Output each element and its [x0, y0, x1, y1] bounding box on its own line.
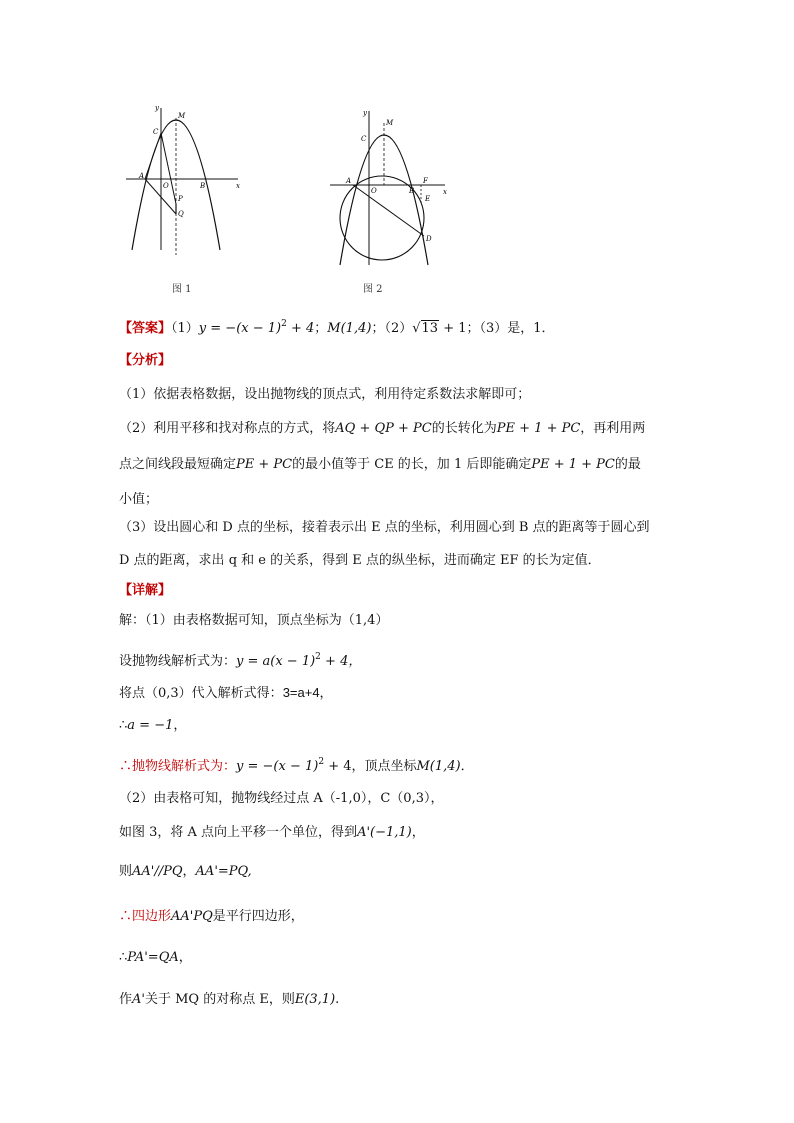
label-m: M [386, 119, 394, 127]
label-p: P [178, 195, 183, 203]
figure-1-graph [120, 100, 250, 260]
label-q: Q [178, 210, 184, 218]
detail-d5b: y = −(x − 1) [236, 759, 319, 774]
sqrt-sign: √ [412, 321, 421, 336]
analysis-l3c: 的最小值等于 CE 的长，加 1 后即能确定 [292, 457, 532, 472]
label-b: B [409, 187, 415, 195]
answer-vertex: M(1,4) [327, 321, 372, 336]
detail-line-3 [119, 683, 333, 704]
detail-d5a: ∴抛物线解析式为： [119, 759, 237, 774]
detail-d11c: 关于 MQ 的对称点 E，则 [144, 992, 295, 1007]
analysis-l3a: 点之间线段最短确定 [119, 457, 237, 472]
detail-line-9 [119, 907, 304, 927]
figure-1-caption: 图 1 [172, 284, 192, 295]
answer-tag: 【答案】 [119, 321, 172, 336]
segment-cp [161, 133, 176, 204]
figure-2 [325, 105, 455, 270]
detail-d5c: + 4，顶点坐标 [324, 759, 417, 774]
answer-sqrt-value: 13 [421, 321, 439, 336]
answer-line [119, 314, 555, 339]
figure-2-graph [325, 105, 455, 270]
analysis-l2a: （2）利用平移和找对称点的方式，将 [119, 421, 336, 436]
detail-d5d: M(1,4) [416, 759, 461, 774]
detail-line-10 [119, 948, 192, 968]
answer-part2: ；（2） [371, 321, 413, 336]
detail-line-2 [119, 647, 361, 672]
detail-d11a: 作 [119, 992, 133, 1007]
detail-line-6: （2）由表格可知，抛物线经过点 A（-1,0），C（0,3）， [119, 791, 444, 806]
label-y: y [155, 104, 159, 112]
detail-d11e: . [335, 992, 340, 1007]
detail-d8c: ， [182, 864, 196, 879]
label-d: D [426, 235, 432, 243]
detail-d2a: 设抛物线解析式为： [119, 654, 237, 669]
detail-line-8 [119, 862, 252, 882]
answer-sep: ； [314, 321, 328, 336]
detail-d3b: 3=a+4， [282, 685, 333, 700]
detail-d4a: ∴ [119, 718, 128, 733]
detail-d10c: ， [178, 950, 192, 965]
detail-d7b: A'(−1,1) [357, 825, 412, 840]
detail-d5-exponent: 2 [318, 757, 325, 767]
figure-1 [120, 100, 250, 260]
analysis-l2b: AQ + QP + PC [335, 421, 432, 436]
label-y: y [363, 109, 367, 117]
label-f: F [423, 177, 428, 185]
analysis-line-5: （3）设出圆心和 D 点的坐标，接着表示出 E 点的坐标，利用圆心到 B 点的距离等于圆心到 [119, 520, 650, 535]
detail-d9b: AA'PQ [171, 909, 213, 924]
detail-line-7 [119, 823, 425, 843]
detail-d4b: a = −1 [127, 718, 174, 733]
detail-d2b: y = a(x − 1) [236, 654, 316, 669]
detail-line-4 [119, 716, 186, 736]
detail-d2-exponent: 2 [315, 652, 321, 662]
detail-d4c: ， [173, 718, 187, 733]
label-o: O [163, 182, 169, 190]
analysis-l2d: PE + 1 + PC [496, 421, 581, 436]
detail-d7c: ， [411, 825, 425, 840]
detail-d11d: E(3,1) [294, 992, 336, 1007]
analysis-l3d: PE + 1 + PC [531, 457, 615, 472]
detail-tag: 【详解】 [119, 583, 172, 598]
detail-d5e: ． [460, 759, 474, 774]
segment-ac [145, 133, 161, 179]
answer-expr1-tail: + 4 [286, 321, 315, 336]
analysis-line-4: 小值； [119, 492, 159, 507]
figure-2-caption: 图 2 [363, 284, 383, 295]
detail-d9a: ∴四边形 [119, 909, 172, 924]
label-m: M [178, 112, 186, 120]
analysis-l2c: 的长转化为 [431, 421, 497, 436]
answer-part2-tail: + 1 [439, 321, 467, 336]
analysis-line-1: （1）依据表格数据，设出抛物线的顶点式，利用待定系数法求解即可； [119, 387, 531, 402]
label-a: A [139, 172, 145, 180]
answer-part1: （1） [171, 321, 199, 336]
detail-line-5 [119, 752, 474, 777]
detail-d10a: ∴ [119, 950, 128, 965]
detail-d11b: A' [132, 992, 145, 1007]
answer-exponent: 2 [281, 319, 287, 329]
analysis-l3e: 的最 [614, 457, 641, 472]
label-e: E [425, 195, 431, 203]
label-b: B [200, 182, 206, 190]
label-a: A [346, 177, 352, 185]
analysis-l2e: ，再利用两 [580, 421, 646, 436]
detail-d3a: 将点（0,3）代入解析式得： [119, 686, 283, 701]
detail-d8a: 则 [119, 864, 133, 879]
analysis-l3b: PE + PC [236, 457, 293, 472]
detail-line-1: 解：（1）由表格数据可知，顶点坐标为（1,4） [119, 613, 389, 628]
label-c: C [153, 128, 159, 136]
detail-line-11 [119, 990, 339, 1010]
analysis-line-6: D 点的距离，求出 q 和 e 的关系，得到 E 点的纵坐标，进而确定 EF 的长为定值． [119, 553, 601, 568]
answer-expr1: y = −(x − 1) [198, 321, 282, 336]
analysis-line-3 [119, 455, 641, 475]
label-o: O [371, 187, 377, 195]
detail-d2c: + 4， [320, 654, 362, 669]
analysis-line-2 [119, 419, 645, 439]
label-c: C [361, 135, 367, 143]
label-x: x [443, 188, 447, 196]
detail-d8b: AA'//PQ [132, 864, 183, 879]
answer-part3: ；（3）是，1． [466, 321, 555, 336]
detail-d7a: 如图 3，将 A 点向上平移一个单位，得到 [119, 825, 358, 840]
detail-d8d: AA'=PQ, [195, 864, 252, 879]
detail-d10b: PA'=QA [127, 950, 179, 965]
analysis-tag: 【分析】 [119, 353, 172, 368]
detail-d9c: 是平行四边形， [212, 909, 304, 924]
label-x: x [236, 182, 240, 190]
